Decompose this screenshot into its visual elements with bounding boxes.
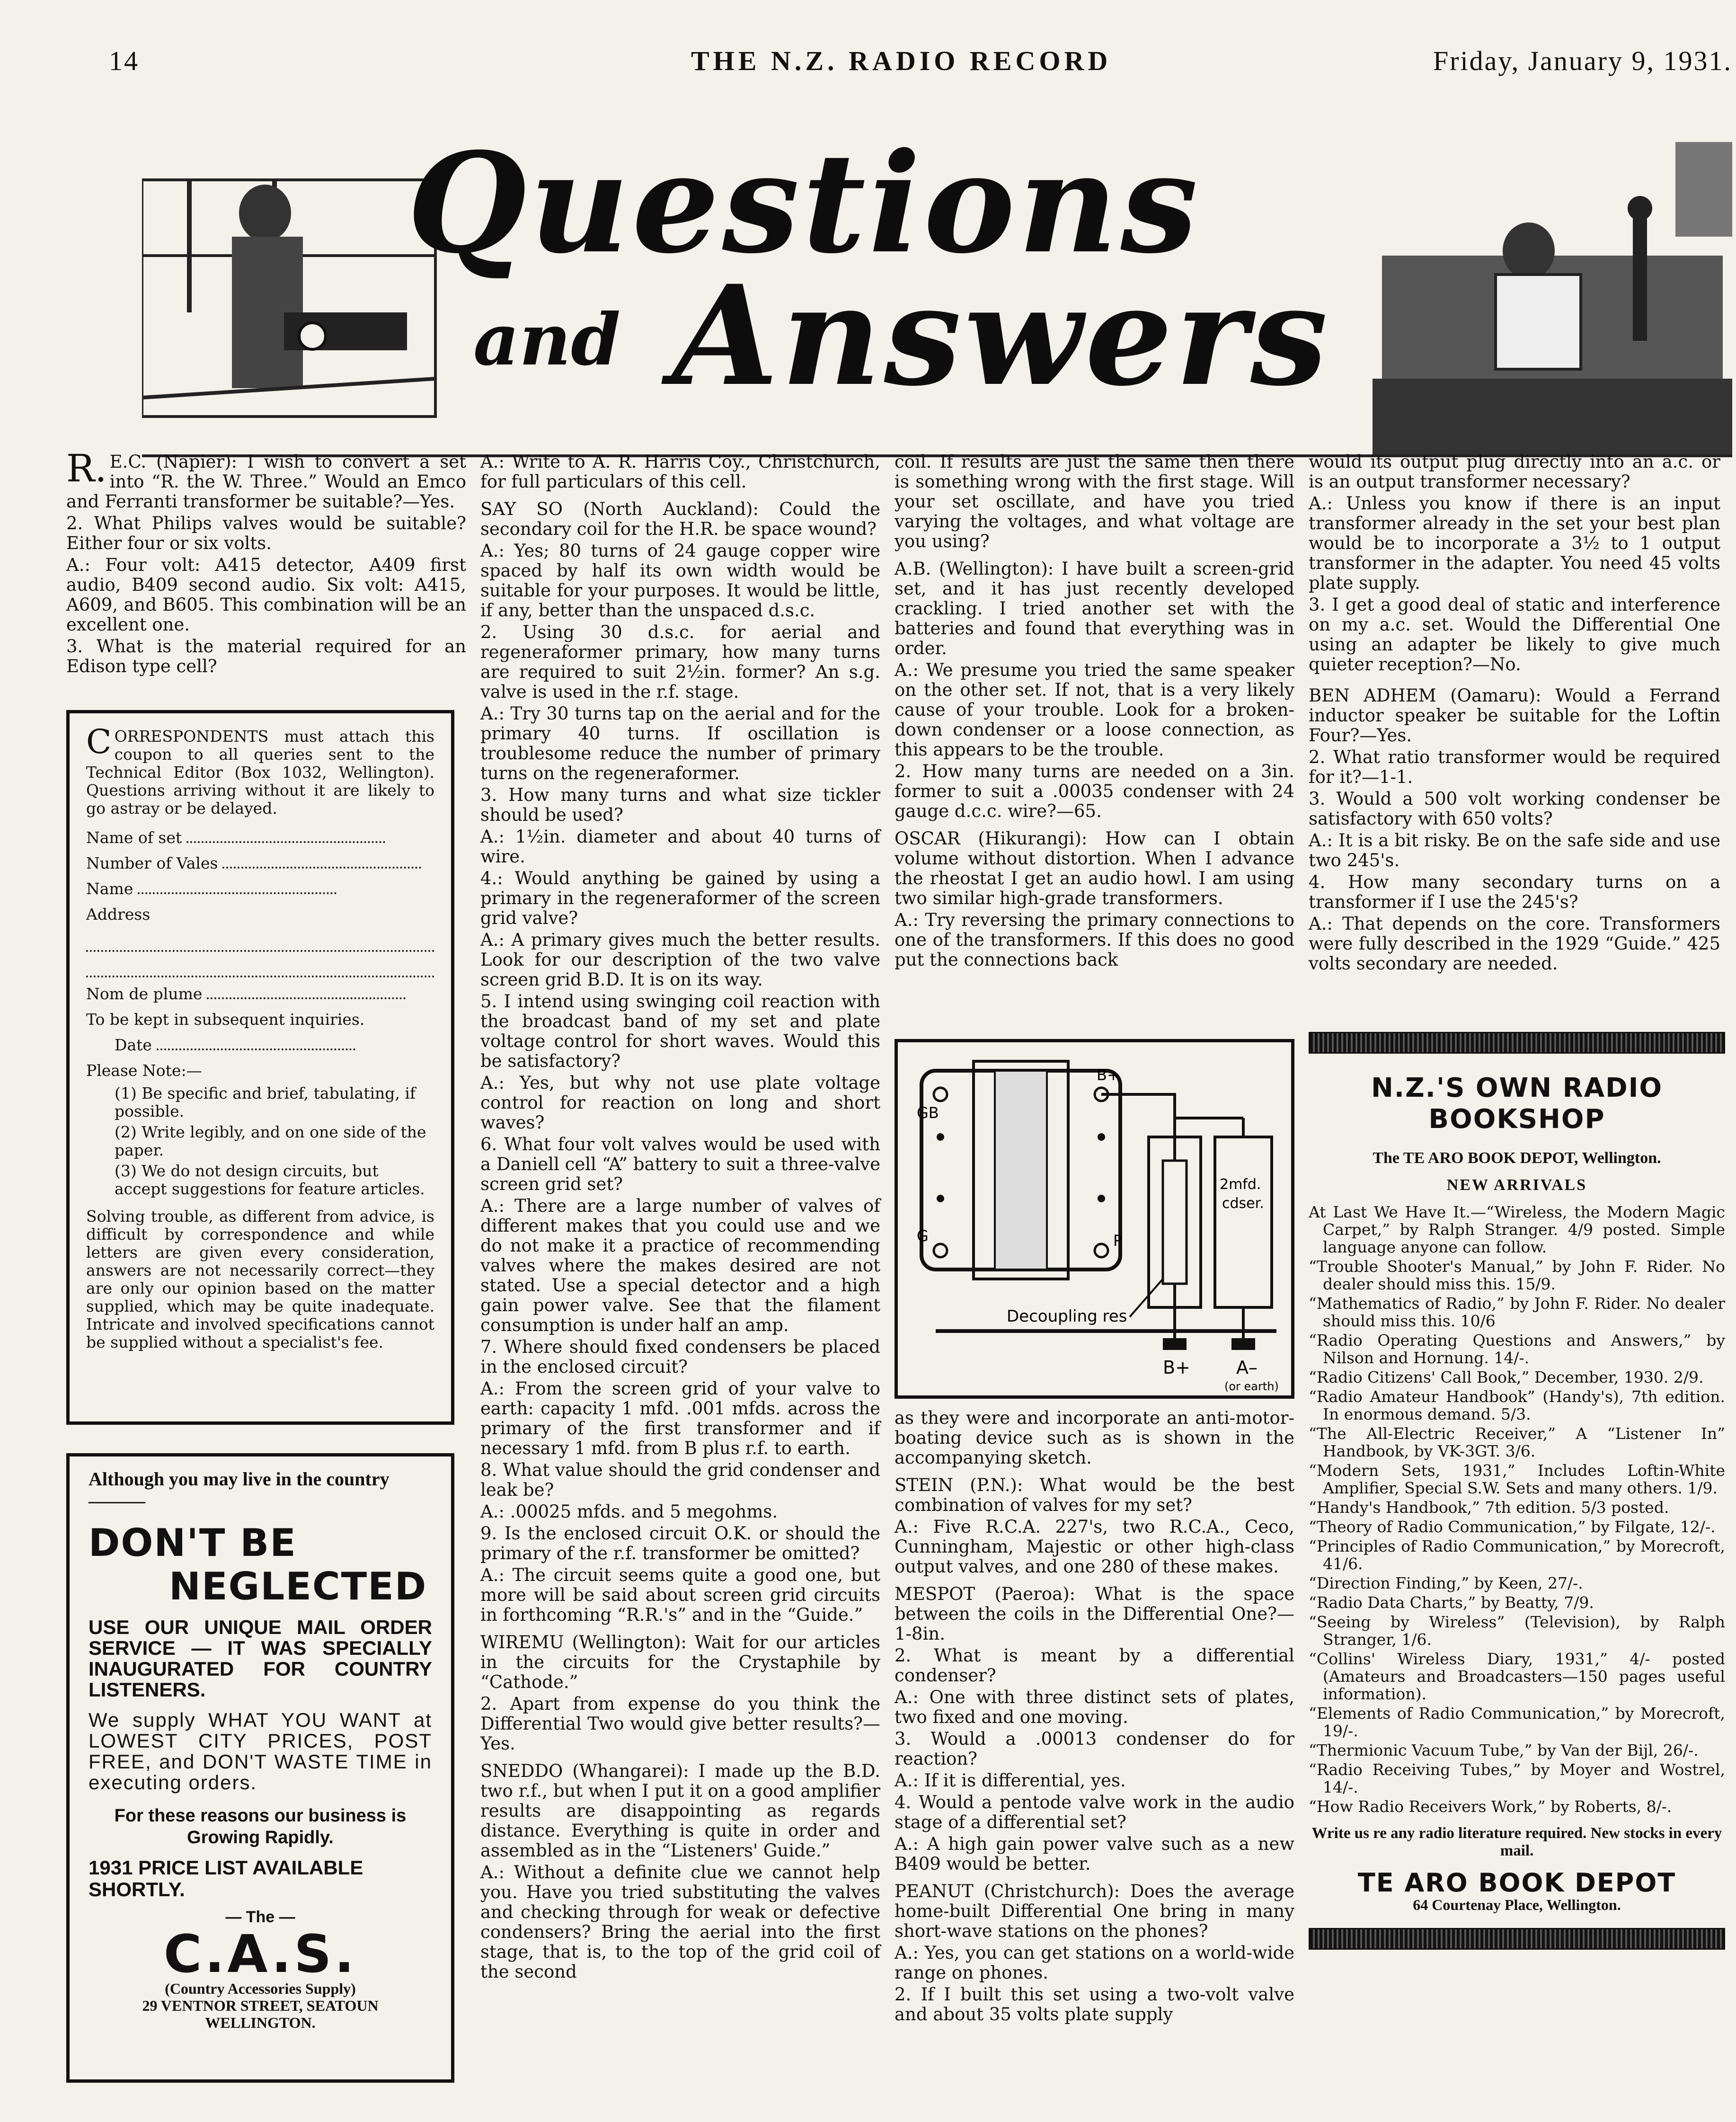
book-item: “Trouble Shooter's Manual,” by John F. Rider. No dealer should miss this. 15/9. xyxy=(1309,1257,1725,1293)
paragraph: A.: A high gain power valve such as a new B409 would be better. xyxy=(895,1834,1294,1874)
ad-use-text: USE OUR UNIQUE MAIL ORDER SERVICE — IT WAS SPECIALLY INAUGURATED FOR COUNTRY LISTENERS. xyxy=(89,1616,432,1701)
book-item: “How Radio Receivers Work,” by Roberts, 8/-. xyxy=(1309,1797,1672,1816)
book-item: “Radio Citizens' Call Book,” December, 1930. 2/9. xyxy=(1309,1368,1704,1386)
label-bplus-terminal: B+ xyxy=(1097,1066,1120,1084)
paragraph: 2. If I built this set using a two-volt valve and about 35 volts plate supply xyxy=(895,1984,1294,2024)
paragraph: A.: From the screen grid of your valve to earth: capacity 1 mfd. .001 mfds. across the primary of the first transformer and if necessary 1 mfd. from B plus r.f. to earth. xyxy=(480,1378,880,1458)
paragraph: A.B. (Wellington): I have built a screen-grid set, and it has just recently developed crackling. I tried another set with the batteries and found that everything was in order. xyxy=(895,559,1294,658)
fill-line[interactable] xyxy=(222,867,421,869)
paragraph: A.: That depends on the core. Transformers were fully described in the 1929 “Guide.” 425 volts secondary are needed. xyxy=(1309,914,1720,974)
paragraph: A.: Yes; 80 turns of 24 gauge copper wire spaced by half its own width would be suitable for your purposes. It would be little, if any, better than the unspaced d.s.c. xyxy=(480,541,880,621)
paragraph: 2. What ratio transformer would be required for it?—1-1. xyxy=(1309,747,1720,787)
decorative-rule xyxy=(1309,1032,1725,1054)
label-decoupling: Decoupling res xyxy=(1007,1307,1127,1326)
column-3 xyxy=(895,452,1294,972)
coupon-intro: CORRESPONDENTS must attach this coupon to all queries sent to the Technical Editor (Box 1032, Wellington). Questions arriving without it are likely to go astray or be delayed. xyxy=(86,722,434,817)
note-item: (3) We do not design circuits, but accept suggestions for feature articles. xyxy=(115,1162,425,1198)
label-condenser-2: cdser. xyxy=(1222,1195,1264,1212)
coupon-field-valves xyxy=(86,854,434,872)
decoupling-resistor xyxy=(1163,1161,1187,1284)
coupon-field-name xyxy=(86,880,434,898)
ad-subtitle: (Country Accessories Supply) xyxy=(165,1980,356,1997)
new-arrivals-heading: NEW ARRIVALS xyxy=(1446,1176,1587,1194)
circuit-sketch xyxy=(895,1039,1294,1399)
cas-advertisement xyxy=(66,1453,454,2083)
paragraph: would its output plug directly into an a.c. or is an output transformer necessary? xyxy=(1309,452,1720,492)
book-item: “Radio Receiving Tubes,” by Moyer and Wostrel, 14/-. xyxy=(1309,1760,1725,1796)
te-aro-name: TE ARO BOOK DEPOT xyxy=(1357,1868,1676,1898)
note-item: (2) Write legibly, and on one side of the paper. xyxy=(115,1123,426,1159)
label-p: P xyxy=(1113,1232,1123,1250)
coupon-disclaimer: Solving trouble, as different from advice, is difficult by correspondence and while letters are given every consideration, answers are not necessarily correct—they are only our opinion based on the matter supplied, which may be quite inadequate. Intricate and involved specifications cannot be supplied without a specialist's fee. xyxy=(86,1207,434,1351)
paragraph: 3. Would a 500 volt working condenser be satisfactory with 650 volts? xyxy=(1309,789,1720,829)
banner-title-answers: Answers xyxy=(672,256,1331,417)
bookshop-depot: The TE ARO BOOK DEPOT, Wellington. xyxy=(1373,1149,1661,1167)
paragraph: 8. What value should the grid condenser and leak be? xyxy=(480,1460,880,1500)
paragraph: A.: One with three distinct sets of plates, two fixed and one moving. xyxy=(895,1687,1294,1727)
paragraph: A.: Try 30 turns tap on the aerial and for the primary 40 turns. If oscillation is troublesome reduce the number of primary turns on the regeneraformer. xyxy=(480,703,880,783)
book-item: “Modern Sets, 1931,” Includes Loftin-White Amplifier, Special S.W. Sets and many others. 1/9. xyxy=(1309,1461,1725,1497)
bookshop-advertisement xyxy=(1309,1032,1725,2083)
paragraph: 4. Would a pentode valve work in the audio stage of a differential set? xyxy=(895,1792,1294,1832)
coupon-field-date xyxy=(86,1036,434,1054)
paragraph: A.: The circuit seems quite a good one, but more will be said about screen grid circuits in forthcoming “R.R.'s” and in the “Guide.” xyxy=(480,1565,880,1625)
book-item: “The All-Electric Receiver,” A “Listener In” Handbook, by VK-3GT. 3/6. xyxy=(1309,1424,1725,1460)
label-aminus: A– xyxy=(1236,1357,1258,1378)
te-aro-address: 64 Courtenay Place, Wellington. xyxy=(1413,1896,1621,1913)
paragraph: 5. I intend using swinging coil reaction with the broadcast band of my set and plate voltage control for short waves. Would this be satisfactory? xyxy=(480,991,880,1071)
paragraph: A.: Write to A. R. Harris Coy., Christchurch, for full particulars of this cell. xyxy=(480,452,880,492)
label-bplus: B+ xyxy=(1163,1357,1190,1378)
paragraph: 6. What four volt valves would be used with a Daniell cell “A” battery to suit a three-valve screen grid set? xyxy=(480,1134,880,1194)
paragraph: 2. Using 30 d.s.c. for aerial and regeneraformer primary, how many turns are required to suit 2½in. former? An s.g. valve is used in the r.f. stage. xyxy=(480,622,880,702)
decorative-rule xyxy=(1309,1928,1725,1950)
paragraph: 7. Where should fixed condensers be placed in the enclosed circuit? xyxy=(480,1337,880,1377)
paragraph: A.: Yes, you can get stations on a world-wide range on phones. xyxy=(895,1943,1294,1983)
ad-headline-1: DON'T BE xyxy=(89,1521,297,1565)
paragraph: 3. How many turns and what size tickler should be used? xyxy=(480,785,880,825)
fill-line[interactable] xyxy=(186,841,385,843)
book-item: At Last We Have It.—“Wireless, the Modern Magic Carpet,” by Ralph Stranger. 4/9 posted. Simple language anyone can follow. xyxy=(1309,1203,1725,1256)
fill-line[interactable] xyxy=(138,892,337,894)
ad-price-list: 1931 PRICE LIST AVAILABLE SHORTLY. xyxy=(89,1856,363,1900)
paragraph: 3. Would a .00013 condenser do for reaction? xyxy=(895,1729,1294,1769)
paragraph: BEN ADHEM (Oamaru): Would a Ferrand inductor speaker be suitable for the Loftin Four?—Yes. xyxy=(1309,685,1720,746)
please-note-heading: Please Note:— xyxy=(86,1061,202,1080)
column-1 xyxy=(66,446,466,685)
bookshop-heading: N.Z.'S OWN RADIO BOOKSHOP xyxy=(1371,1073,1663,1135)
paragraph: 2. Apart from expense do you think the Differential Two would give better results?—Yes. xyxy=(480,1694,880,1754)
circuit-diagram xyxy=(898,1042,1291,1395)
issue-date: Friday, January 9, 1931. xyxy=(1433,45,1732,76)
field-label: Nom de plume xyxy=(86,985,203,1003)
label-gb: GB xyxy=(917,1104,939,1122)
cas-logo: C.A.S. xyxy=(163,1924,357,1984)
paragraph: A.: Five R.C.A. 227's, two R.C.A., Ceco, Cunningham, Majestic or other high-class output valves, and one 280 of these makes. xyxy=(895,1517,1294,1577)
column-3-lower xyxy=(895,1408,1294,2026)
field-label: Date xyxy=(115,1036,152,1054)
ad-the: — The — xyxy=(225,1908,295,1926)
ad-city: WELLINGTON. xyxy=(205,2014,316,2031)
paragraph: A.: Unless you know if there is an input transformer already in the set your best plan would be to incorporate a 3½ to 1 output transformer in the adapter. You need 45 volts plate supply. xyxy=(1309,493,1720,593)
terminal-gb xyxy=(934,1088,947,1101)
paragraph: STEIN (P.N.): What would be the best combination of valves for my set? xyxy=(895,1475,1294,1515)
ad-supply-text: We supply WHAT YOU WANT at LOWEST CITY PRICES, POST FREE, and DON'T WASTE TIME in executing orders. xyxy=(89,1709,432,1793)
paragraph: A.: Yes, but why not use plate voltage control for reaction on long and short waves? xyxy=(480,1073,880,1133)
label-earth: (or earth) xyxy=(1224,1380,1279,1393)
paragraph: WIREMU (Wellington): Wait for our articles in the circuits for the Crystaphile by “Cathode.” xyxy=(480,1632,880,1692)
coupon-kept-note: To be kept in subsequent inquiries. xyxy=(86,1010,365,1029)
ad-reasons-text: For these reasons our business is Growing Rapidly. xyxy=(114,1806,407,1847)
book-item: “Thermionic Vacuum Tube,” by Van der Bijl, 26/-. xyxy=(1309,1741,1699,1759)
coupon-field-address xyxy=(86,906,434,923)
paragraph: A.: 1½in. diameter and about 40 turns of wire. xyxy=(480,826,880,867)
column-4 xyxy=(1309,452,1720,976)
field-label: Name xyxy=(86,880,133,898)
paragraph: A.: We presume you tried the same speaker on the other set. If not, that is a very likely cause of your trouble. Look for a broken-down condenser or a loose connection, as this appears to be the trouble. xyxy=(895,660,1294,760)
field-label: Name of set xyxy=(86,829,182,847)
paragraph: A.: .00025 mfds. and 5 megohms. xyxy=(480,1501,778,1522)
book-item: “Radio Data Charts,” by Beatty, 7/9. xyxy=(1309,1593,1594,1612)
paragraph: 9. Is the enclosed circuit O.K. or should the primary of the r.f. transformer be omitted? xyxy=(480,1523,880,1563)
note-item: (1) Be specific and brief, tabulating, if possible. xyxy=(115,1084,416,1120)
bookshop-write-note: Write us re any radio literature required. New stocks in every mail. xyxy=(1311,1825,1722,1859)
paragraph: A.: It is a bit risky. Be on the safe side and use two 245's. xyxy=(1309,830,1720,870)
banner-title-and: and xyxy=(473,298,621,382)
paragraph: 4.: Would anything be gained by using a primary in the regeneraformer of the screen grid valve? xyxy=(480,868,880,928)
fill-line[interactable] xyxy=(207,997,406,999)
paragraph: 3. What is the material required for an Edison type cell? xyxy=(66,636,466,676)
label-g: G xyxy=(917,1227,929,1245)
paragraph: A.: If it is differential, yes. xyxy=(895,1770,1126,1791)
paragraph: R.E.C. (Napier): I wish to convert a set into “R. the W. Three.” Would an Emco and Ferranti transformer be suitable?—Yes. xyxy=(66,446,466,512)
paragraph: OSCAR (Hikurangi): How can I obtain volume without distortion. When I advance the rheostat I get an audio howl. I am using two similar high-grade transformers. xyxy=(895,828,1294,908)
resistor-housing xyxy=(1149,1137,1201,1307)
paragraph: MESPOT (Paeroa): What is the space between the coils in the Differential One?—1-8in. xyxy=(895,1584,1294,1644)
paragraph: 2. What Philips valves would be suitable? Either four or six volts. xyxy=(66,513,466,553)
paragraph: A.: A primary gives much the better results. Look for our description of the two valve screen grid B.D. It is on its way. xyxy=(480,930,880,990)
questions-answers-banner xyxy=(142,114,1732,457)
book-item: “Mathematics of Radio,” by John F. Rider. No dealer should miss this. 10/6 xyxy=(1309,1294,1725,1330)
page-number: 14 xyxy=(109,45,139,76)
field-label: Number of Vales xyxy=(86,854,218,872)
paragraph: A.: Four volt: A415 detector, A409 first audio, B409 second audio. Six volt: A415, A609, and B605. This combination will be an excellent one. xyxy=(66,555,466,635)
label-condenser: 2mfd. xyxy=(1220,1176,1261,1193)
paragraph: SNEDDO (Whangarei): I made up the B.D. two r.f., but when I put it on a good amplifier results are disappointing as regards distance. Everything is quite in order and assembled as in the “Listeners' Guide.” xyxy=(480,1761,880,1861)
fill-line[interactable] xyxy=(86,957,434,977)
book-item: “Collins' Wireless Diary, 1931,” 4/- posted (Amateurs and Broadcasters—150 pages useful information). xyxy=(1309,1650,1725,1703)
book-list xyxy=(1309,1203,1725,1815)
condenser xyxy=(1215,1137,1272,1307)
book-item: “Seeing by Wireless” (Television), by Ralph Stranger, 1/6. xyxy=(1309,1613,1725,1649)
fill-line[interactable] xyxy=(86,931,434,952)
paragraph: 4. How many secondary turns on a transformer if I use the 245's? xyxy=(1309,872,1720,912)
paragraph: coil. If results are just the same then there is something wrong with the first stage. Will your set oscillate, and have you tried varying the voltages, and what voltage are you using? xyxy=(895,452,1294,551)
book-item: “Elements of Radio Communication,” by Morecroft, 19/-. xyxy=(1309,1704,1725,1740)
paragraph: A.: Try reversing the primary connections to one of the transformers. If this does no good put the connections back xyxy=(895,910,1294,970)
ad-address-line: 29 VENTNOR STREET, SEATOUN xyxy=(142,1997,379,2014)
paragraph: A.: There are a large number of valves of different makes that you could use and we do not make it a practice of recommending valves where the makes desired are not stated. Use a special detector and a high gain power valve. See that the filament consumption is under half an amp. xyxy=(480,1196,880,1335)
paragraph: SAY SO (North Auckland): Could the secondary coil for the H.R. be space wound? xyxy=(480,499,880,539)
banner-title-questions: Questions xyxy=(407,123,1201,284)
paragraph: 3. I get a good deal of static and interference on my a.c. set. Would the Differential One using an adapter be likely to give much quieter reception?—No. xyxy=(1309,595,1720,675)
transformer-winding xyxy=(995,1071,1047,1270)
terminal-p xyxy=(1095,1244,1108,1257)
paragraph: 2. What is meant by a differential condenser? xyxy=(895,1645,1294,1686)
qa-rec-napier xyxy=(66,446,466,676)
book-item: “Direction Finding,” by Keen, 27/-. xyxy=(1309,1574,1583,1592)
paragraph: A.: Without a definite clue we cannot help you. Have you tried substituting the valves and checking through for weak or defective condensers? Bring the aerial into the first stage, that is, to the top of the grid coil of the second xyxy=(480,1862,880,1982)
book-item: “Principles of Radio Communication,” by Morecroft, 41/6. xyxy=(1309,1537,1725,1573)
field-label: Address xyxy=(86,906,151,923)
book-item: “Radio Amateur Handbook” (Handy's), 7th edition. In enormous demand. 5/3. xyxy=(1309,1387,1725,1423)
ad-lead: Although you may live in the country——— xyxy=(89,1468,390,1511)
book-item: “Theory of Radio Communication,” by Filgate, 12/-. xyxy=(1309,1518,1716,1536)
coupon-field-set xyxy=(86,829,434,847)
correspondents-coupon xyxy=(66,710,454,1425)
ad-headline-2: NEGLECTED xyxy=(169,1564,427,1608)
page-header xyxy=(85,45,1732,83)
terminal-g xyxy=(934,1244,947,1257)
book-item: “Radio Operating Questions and Answers,” by Nilson and Hornung. 14/-. xyxy=(1309,1331,1725,1367)
coupon-notes xyxy=(86,1084,434,1198)
paragraph: as they were and incorporate an anti-motor-boating device such as is shown in the accompanying sketch. xyxy=(895,1408,1294,1468)
paragraph: PEANUT (Christchurch): Does the average home-built Differential One bring in many short-wave stations on the phones? xyxy=(895,1881,1294,1941)
coupon-field-nom-de-plume xyxy=(86,985,434,1003)
paragraph: 2. How many turns are needed on a 3in. former to suit a .00035 condenser with 24 gauge d.c.c. wire?—65. xyxy=(895,761,1294,821)
book-item: “Handy's Handbook,” 7th edition. 5/3 posted. xyxy=(1309,1498,1669,1517)
column-2 xyxy=(480,452,880,1984)
publication-title: THE N.Z. RADIO RECORD xyxy=(691,45,1112,76)
fill-line[interactable] xyxy=(157,1048,355,1050)
